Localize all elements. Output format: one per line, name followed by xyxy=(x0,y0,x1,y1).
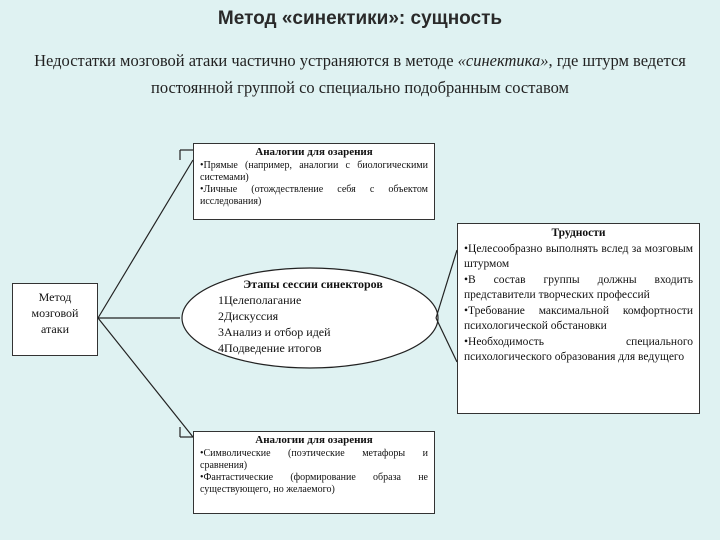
connector-to-top-analogies xyxy=(98,160,193,318)
difficulties-item: •Требование максимальной комфортности психологической обстановки xyxy=(464,304,693,332)
difficulties-item: •В состав группы должны входить представители творческих профессий xyxy=(464,273,693,301)
connector-ellipse-to-difficulties-1 xyxy=(436,250,457,318)
method-box xyxy=(12,283,98,356)
difficulties-box xyxy=(457,223,700,414)
session-step: 3Анализ и отбор идей xyxy=(218,325,331,339)
analogies-bottom-item: •Символические (поэтические метафоры и сравнения) xyxy=(200,448,428,471)
connector-ellipse-to-difficulties-2 xyxy=(436,318,457,362)
difficulties-item: •Необходимость специального психологического образования для ведущего xyxy=(464,335,693,363)
analogies-bottom-item: •Фантастические (формирование образа не существующего, но желаемого) xyxy=(200,472,428,495)
analogies-bottom-box xyxy=(193,431,435,514)
connector-to-bottom-analogies xyxy=(98,318,193,437)
intro-after: , где штурм ведется постоянной группой со специально подобранным составом xyxy=(150,51,686,97)
analogies-bottom-title: Аналогии для озарения xyxy=(255,434,373,446)
session-stages xyxy=(218,276,408,356)
difficulties-item: •Целесообразно выполнять вслед за мозговым штурмом xyxy=(464,242,693,270)
method-label: Метод мозговой атаки xyxy=(31,290,79,336)
difficulties-title: Трудности xyxy=(551,227,606,239)
page-title: Метод «синектики»: сущность xyxy=(217,8,503,29)
intro-emphasis: «синектика» xyxy=(457,51,549,70)
analogies-top-title: Аналогии для озарения xyxy=(255,146,373,158)
session-step: 2Дискуссия xyxy=(218,309,279,323)
session-title: Этапы сессии синекторов xyxy=(243,277,383,291)
analogies-top-item: •Прямые (например, аналогии с биологическими системами) xyxy=(200,160,428,183)
session-step: 1Целеполагание xyxy=(218,293,302,307)
analogies-top-item: •Личные (отождествление себя с объектом исследования) xyxy=(200,184,428,207)
intro-before: Недостатки мозговой атаки частично устраняются в методе xyxy=(34,51,458,70)
session-step: 4Подведение итогов xyxy=(218,341,322,355)
analogies-top-box xyxy=(193,143,435,220)
